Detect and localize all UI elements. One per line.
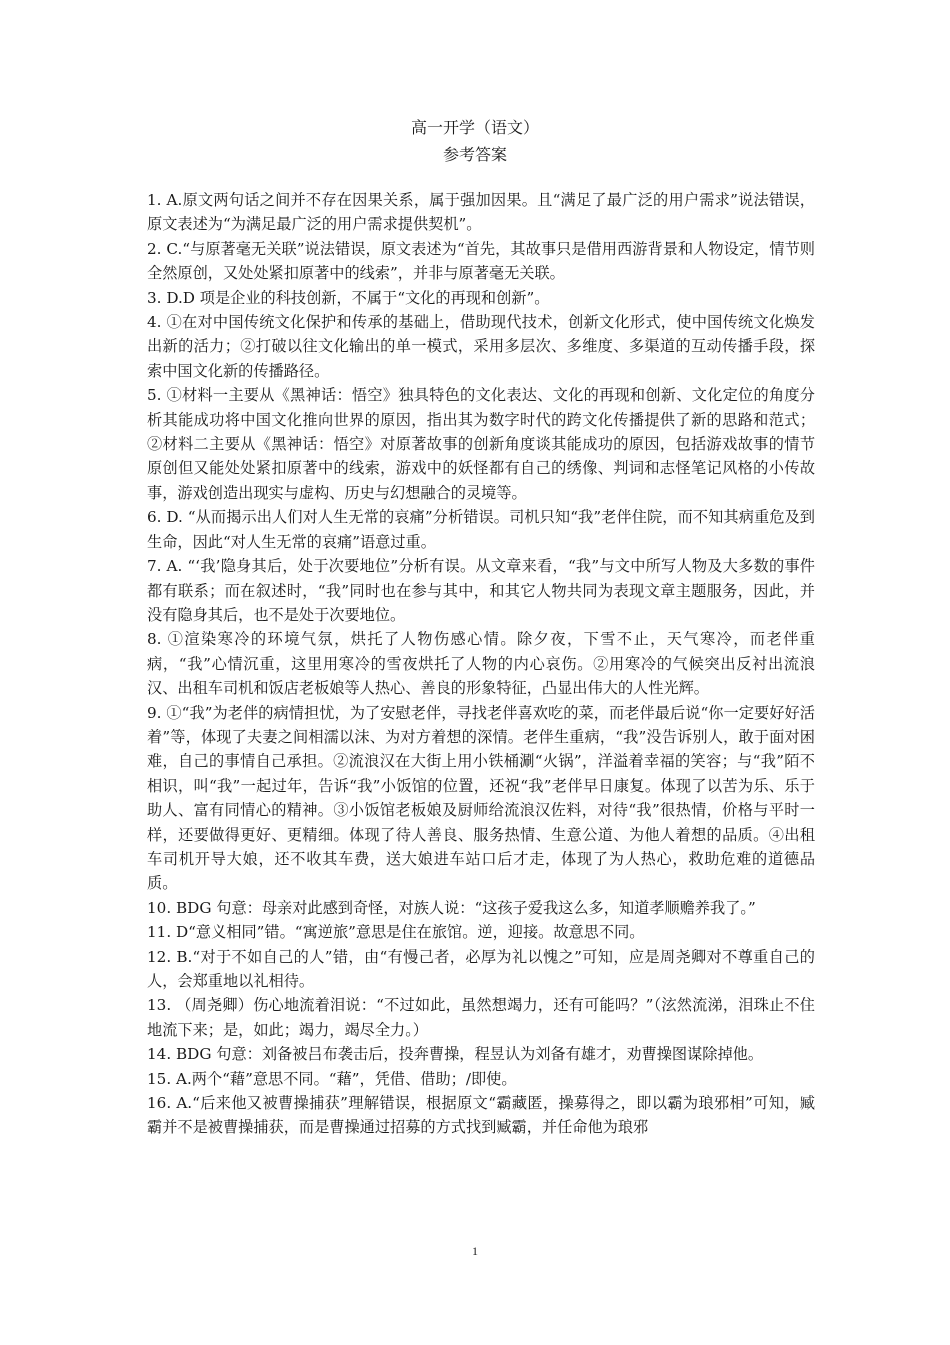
answer-item-3: 3. D.D 项是企业的科技创新，不属于“文化的再现和创新”。 [147,288,550,307]
answer-item-11: 11. D“意义相同”错。“寓逆旅”意思是住在旅馆。逆，迎接。故意思不同。 [147,923,645,942]
answer-item-15: 15. A.两个“藉”意思不同。“藉”，凭借、借助；/即使。 [147,1069,517,1088]
answer-item-6: 6. D. “从而揭示出人们对人生无常的哀痛”分析错误。司机只知“我”老伴住院，而不知其病重危及到生命，因此“对人生无常的哀痛”语意过重。 [147,508,815,551]
answer-item-4: 4. ①在对中国传统文化保护和传承的基础上，借助现代技术，创新文化形式，使中国传统文化焕发出新的活力；②打破以往文化输出的单一模式，采用多层次、多维度、多渠道的互动传播手段，探索中国文化新的传播路径。 [147,313,815,380]
answer-list [147,188,815,1140]
answer-item-2: 2. C.“与原著毫无关联”说法错误，原文表述为“首先，其故事只是借用西游背景和人物设定，情节则全然原创，又处处紧扣原著中的线索”，并非与原著毫无关联。 [147,239,815,283]
document-subtitle: 参考答案 [442,145,507,164]
answer-item-16: 16. A.“后来他又被曹操捕获”理解错误，根据原文“霸藏匿，操募得之，即以霸为琅邪相”可知，臧霸并不是被曹操捕获，而是曹操通过招募的方式找到臧霸，并任命他为琅邪 [147,1094,815,1137]
answer-item-10: 10. BDG 句意：母亲对此感到奇怪，对族人说：“这孩子爱我这么多，知道孝顺赡养我了。” [147,898,756,917]
answer-item-14: 14. BDG 句意：刘备被吕布袭击后，投奔曹操，程昱认为刘备有雄才，劝曹操图谋除掉他。 [147,1045,764,1064]
answer-item-1: 1. A.原文两句话之间并不存在因果关系，属于强加因果。且“满足了最广泛的用户需求”说法错误，原文表述为“为满足最广泛的用户需求提供契机”。 [147,191,815,234]
answer-item-7: 7. A. “‘我’隐身其后，处于次要地位”分析有误。从文章来看，“我”与文中所写人物及大多数的事件都有联系；而在叙述时，“我”同时也在参与其中，和其它人物共同为表现文章主题服务，因此，并没有隐身其后，也不是处于次要地位。 [147,557,815,624]
page-number: 1 [472,1244,478,1258]
answer-item-12: 12. B.“对于不如自己的人”错，由“有慢己者，必厚为礼以愧之”可知，应是周尧卿对不尊重自己的人，会郑重地以礼相待。 [147,947,815,990]
document-title: 高一开学（语文） [410,118,539,137]
answer-item-9: 9. ①“我”为老伴的病情担忧，为了安慰老伴，寻找老伴喜欢吃的菜，而老伴最后说“你一定要好好活着”等，体现了夫妻之间相濡以沫、为对方着想的深情。老伴生重病，“我”没告诉别人，敢于面对困难，自己的事情自己承担。②流浪汉在大街上用小铁桶涮“火锅”，洋溢着幸福的笑容；与“我”陌不相识，叫“我”一起过年，告诉“我”小饭馆的位置，还祝“我”老伴早日康复。体现了以苦为乐、乐于助人、富有同情心的精神。③小饭馆老板娘及厨师给流浪汉佐料，对待“我”很热情，价格与平时一样，还要做得更好、更精细。体现了待人善良、服务热情、生意公道、为他人着想的品质。④出租车司机开导大娘，还不收其车费，送大娘进车站口后才走，体现了为人热心，救助危难的道德品质。 [147,703,815,893]
answer-item-13: 13. （周尧卿）伤心地流着泪说：“不过如此，虽然想竭力，还有可能吗？”（泫然流涕，泪珠止不住地流下来；是，如此；竭力，竭尽全力。） [147,996,815,1039]
answer-item-5: 5. ①材料一主要从《黑神话：悟空》独具特色的文化表达、文化的再现和创新、文化定位的角度分析其能成功将中国文化推向世界的原因，指出其为数字时代的跨文化传播提供了新的思路和范式；②材料二主要从《黑神话：悟空》对原著故事的创新角度谈其能成功的原因，包括游戏故事的情节原创但又能处处紧扣原著中的线索，游戏中的妖怪都有自己的绣像、判词和志怪笔记风格的小传故事，游戏创造出现实与虚构、历史与幻想融合的灵境等。 [147,386,815,502]
answer-item-8: 8. ①渲染寒冷的环境气氛，烘托了人物伤感心情。除夕夜，下雪不止，天气寒冷，而老伴重病，“我”心情沉重，这里用寒冷的雪夜烘托了人物的内心哀伤。②用寒冷的气候突出反衬出流浪汉、出租车司机和饭店老板娘等人热心、善良的形象特征，凸显出伟大的人性光辉。 [147,630,815,698]
